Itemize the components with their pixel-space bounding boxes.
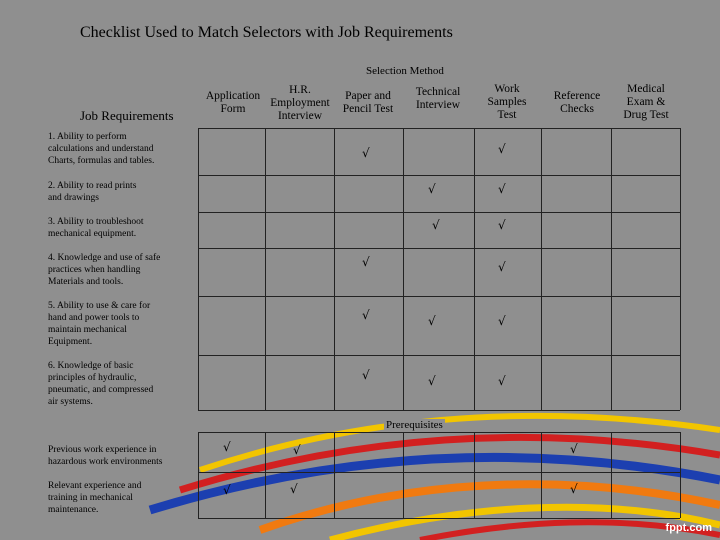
check-mark: √ — [498, 218, 506, 232]
page-title: Checklist Used to Match Selectors with Job Requirements — [80, 24, 453, 41]
grid-line — [198, 410, 680, 411]
grid-line — [403, 432, 404, 518]
column-header-work-samples: Work Samples Test — [487, 83, 527, 121]
column-header-hr-interview: H.R. Employment Interview — [270, 84, 330, 122]
column-header-paper-pencil: Paper and Pencil Test — [342, 90, 394, 115]
column-header-reference-checks: Reference Checks — [553, 90, 601, 115]
row-label-tools: 5. Ability to use & care for hand and power tools to maintain mechanical Equipment. — [48, 301, 151, 347]
check-mark: √ — [570, 482, 578, 496]
check-mark: √ — [498, 374, 506, 388]
grid-line — [198, 518, 680, 519]
column-header-technical-interview: Technical Interview — [415, 86, 461, 111]
check-mark: √ — [362, 368, 370, 382]
grid-line — [265, 128, 266, 410]
grid-line — [680, 128, 681, 410]
check-mark: √ — [362, 308, 370, 322]
grid-line — [198, 128, 680, 129]
grid-line — [403, 128, 404, 410]
selection-method-label: Selection Method — [366, 65, 444, 77]
check-mark: √ — [570, 442, 578, 456]
grid-line — [541, 432, 542, 518]
check-mark: √ — [498, 314, 506, 328]
prereq-label-mechanical-training: Relevant experience and training in mechanical maintenance. — [48, 481, 142, 515]
check-mark: √ — [362, 146, 370, 160]
row-label-calculations: 1. Ability to perform calculations and understand Charts, formulas and tables. — [48, 132, 155, 166]
grid-line — [611, 128, 612, 410]
grid-line — [198, 296, 680, 297]
grid-line — [198, 128, 199, 410]
grid-line — [611, 432, 612, 518]
prerequisites-label: Prerequisites — [386, 419, 443, 431]
grid-line — [680, 432, 681, 518]
row-label-troubleshoot: 3. Ability to troubleshoot mechanical equipment. — [48, 217, 144, 239]
row-label-safe-practices: 4. Knowledge and use of safe practices when handling Materials and tools. — [48, 253, 161, 287]
prereq-label-work-experience: Previous work experience in hazardous work environments — [48, 445, 163, 467]
grid-line — [198, 432, 199, 518]
check-mark: √ — [432, 218, 440, 232]
column-header-application-form: Application Form — [205, 90, 261, 115]
check-mark: √ — [293, 443, 301, 457]
grid-line — [198, 212, 680, 213]
row-label-hydraulic: 6. Knowledge of basic principles of hydraulic, pneumatic, and compressed air systems. — [48, 361, 154, 407]
grid-line — [474, 432, 475, 518]
grid-line — [334, 128, 335, 410]
check-mark: √ — [428, 314, 436, 328]
grid-line — [541, 128, 542, 410]
grid-line — [198, 355, 680, 356]
check-mark: √ — [290, 482, 298, 496]
check-mark: √ — [498, 260, 506, 274]
grid-line — [198, 248, 680, 249]
grid-line — [474, 128, 475, 410]
grid-line — [198, 432, 680, 433]
grid-line — [265, 432, 266, 518]
check-mark: √ — [498, 142, 506, 156]
check-mark: √ — [223, 440, 231, 454]
row-label-read-prints: 2. Ability to read prints and drawings — [48, 181, 137, 203]
grid-line — [198, 175, 680, 176]
check-mark: √ — [223, 483, 231, 497]
grid-line — [334, 432, 335, 518]
brand-watermark: fppt.com — [665, 522, 712, 534]
check-mark: √ — [428, 374, 436, 388]
job-requirements-header: Job Requirements — [80, 108, 174, 123]
check-mark: √ — [498, 182, 506, 196]
check-mark: √ — [362, 255, 370, 269]
grid-line — [198, 472, 680, 473]
check-mark: √ — [428, 182, 436, 196]
column-header-medical-exam: Medical Exam & Drug Test — [623, 83, 669, 121]
